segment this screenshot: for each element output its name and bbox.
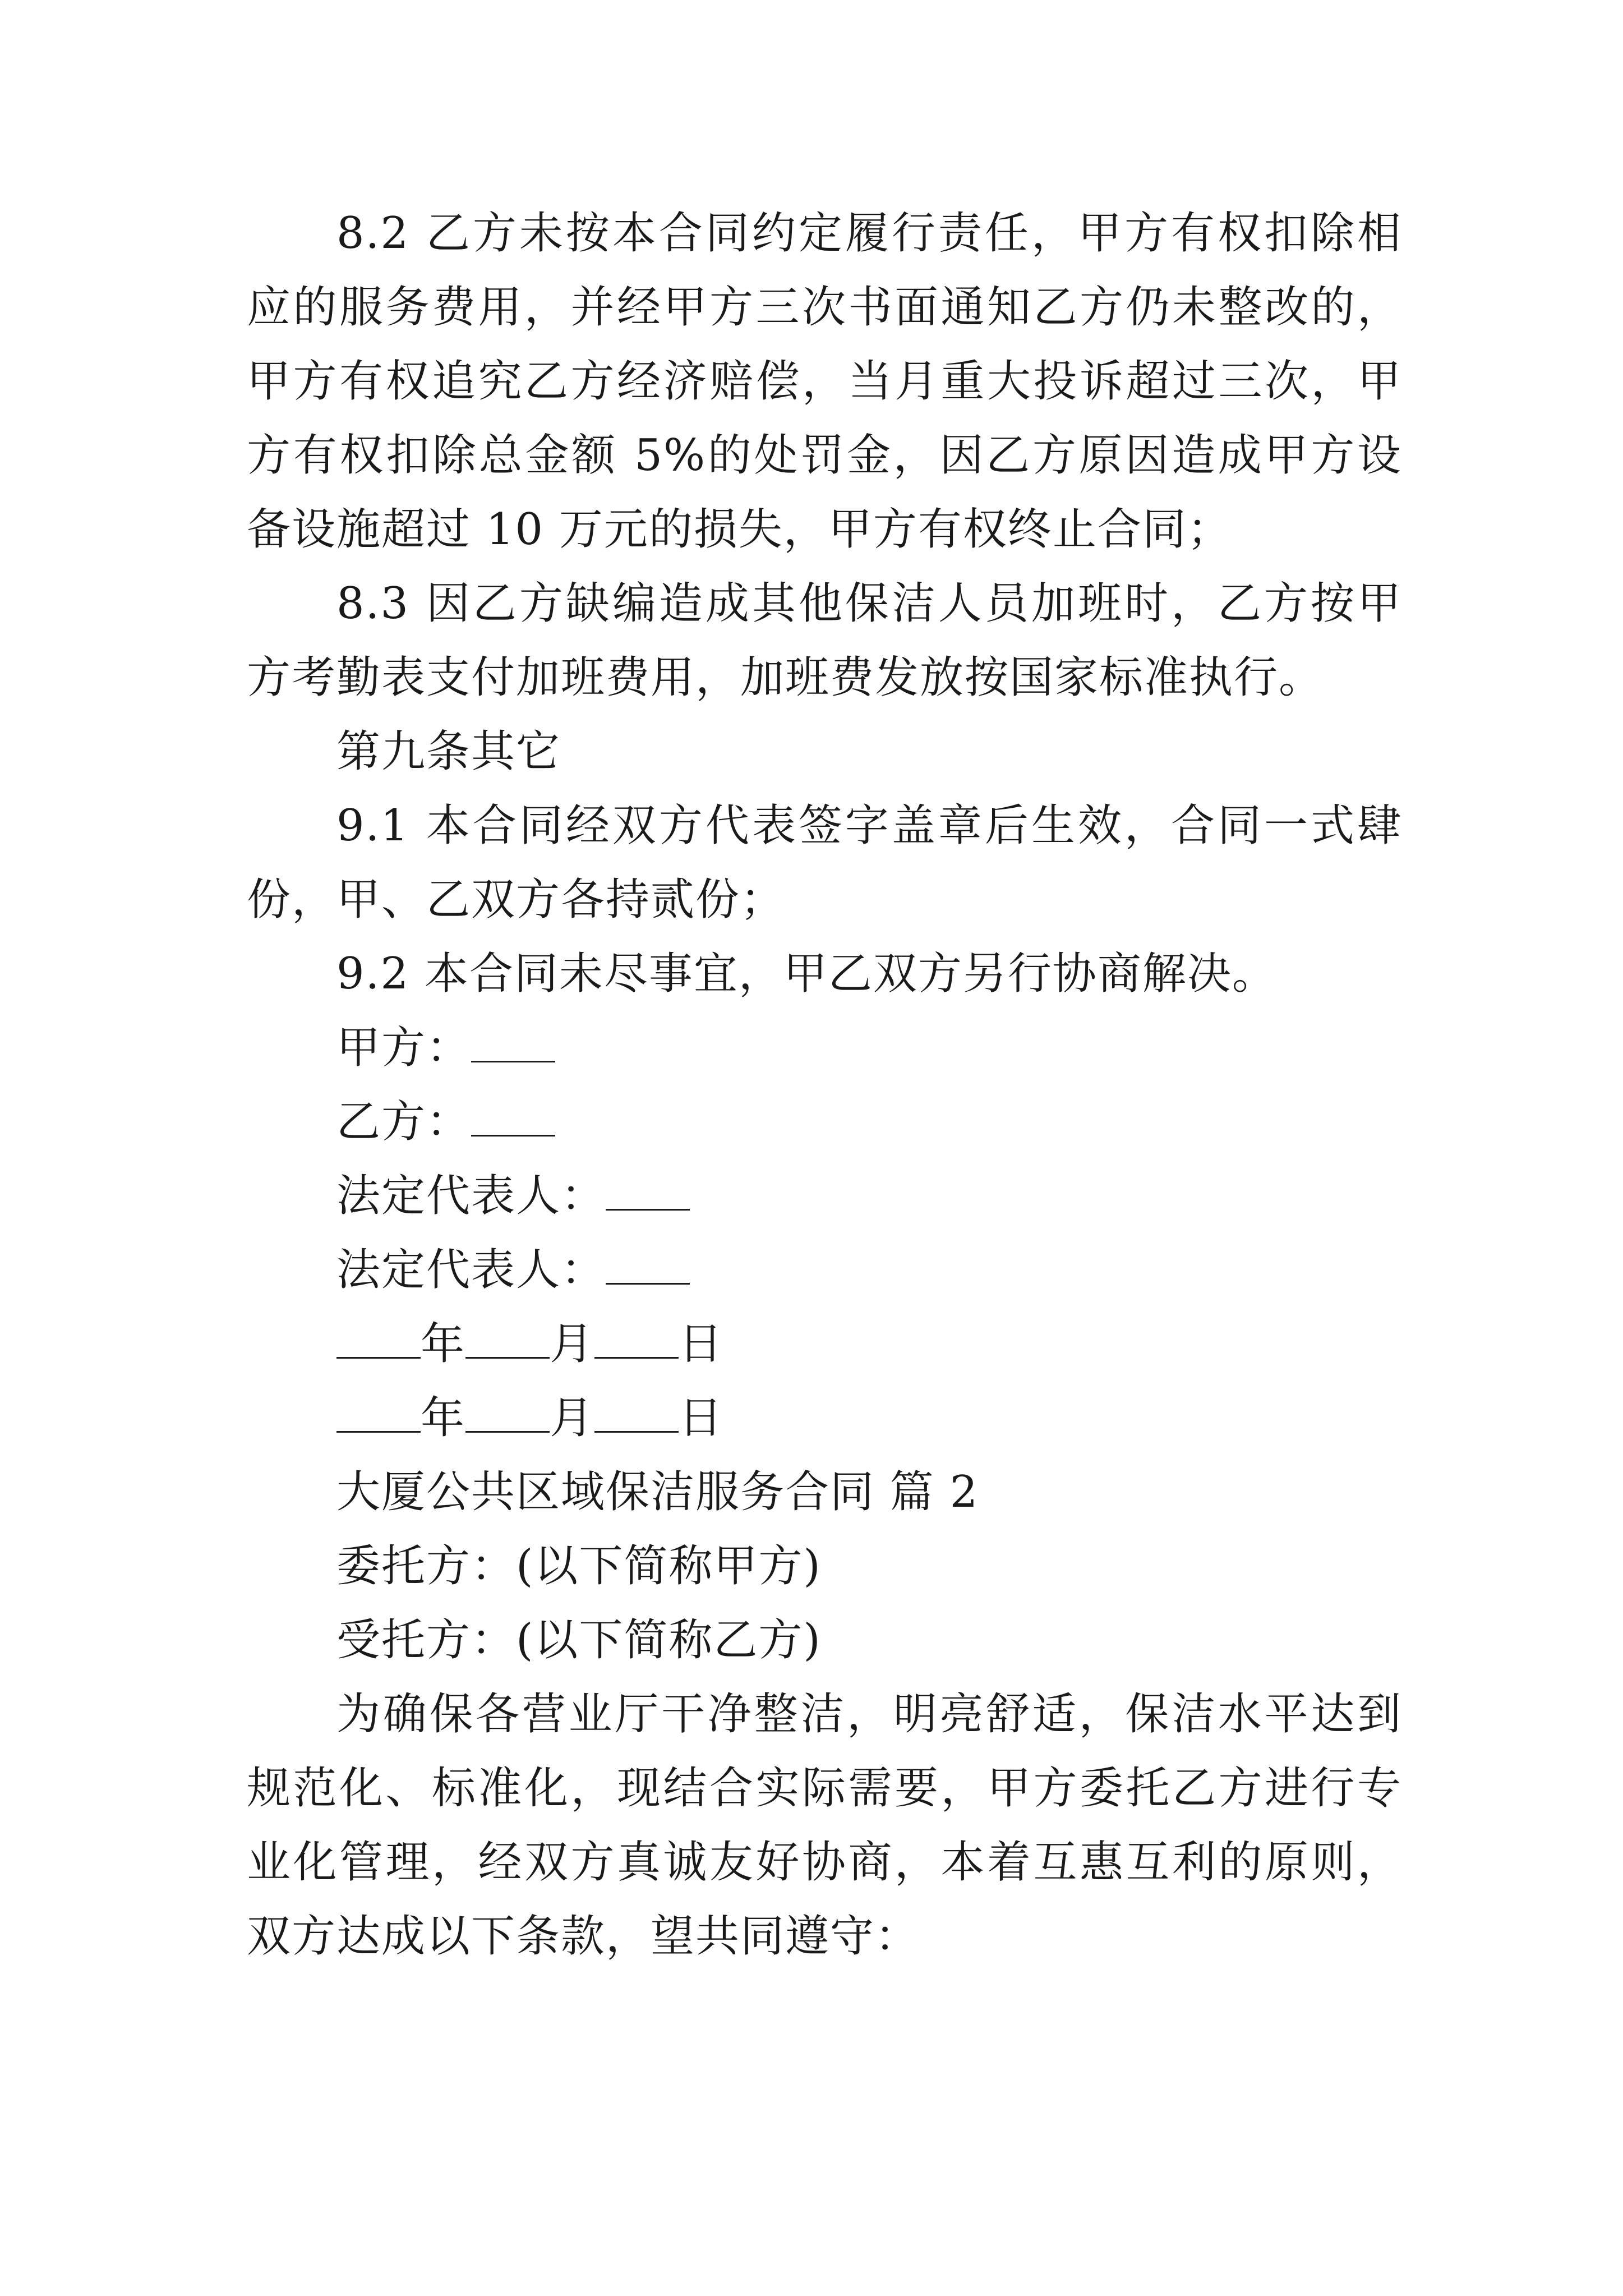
date-line-2 xyxy=(247,1381,1402,1455)
day-label: 日 xyxy=(679,1393,724,1443)
month-label: 月 xyxy=(550,1393,595,1443)
contract-2-title: 大厦公共区域保洁服务合同 篇 2 xyxy=(336,1467,979,1517)
party-b-signature-line xyxy=(247,1085,1402,1159)
year-label: 年 xyxy=(421,1319,466,1369)
client-party-line: 委托方：(以下简称甲方) xyxy=(336,1541,822,1591)
legal-rep-label-1: 法定代表人： xyxy=(336,1171,606,1221)
year-blank xyxy=(336,1392,421,1433)
clause-8-2: 8.2 乙方未按本合同约定履行责任，甲方有权扣除相应的服务费用，并经甲方三次书面通知乙方仍未整改的，甲方有权追究乙方经济赔偿，当月重大投诉超过三次，甲方有权扣除总金额 5%的处罚金，因乙方原因造成甲方设备设施超过 10 万元的损失，甲方有权终止合同； xyxy=(247,208,1402,555)
contractor-party-line: 受托方：(以下简称乙方) xyxy=(336,1615,822,1665)
party-b-blank xyxy=(471,1096,555,1137)
month-blank xyxy=(465,1392,550,1433)
clause-9-1: 9.1 本合同经双方代表签字盖章后生效，合同一式肆份，甲、乙双方各持贰份； xyxy=(247,800,1402,925)
year-label: 年 xyxy=(421,1393,466,1443)
legal-rep-blank-2 xyxy=(606,1244,690,1285)
document-body xyxy=(247,196,1402,1973)
day-label: 日 xyxy=(679,1319,724,1369)
day-blank xyxy=(594,1318,679,1359)
month-blank xyxy=(465,1318,550,1359)
legal-rep-label-2: 法定代表人： xyxy=(336,1245,606,1295)
party-a-signature-line xyxy=(247,1011,1402,1085)
party-a-blank xyxy=(471,1022,555,1062)
date-line-1 xyxy=(247,1307,1402,1381)
clause-9-2: 9.2 本合同未尽事宜，甲乙双方另行协商解决。 xyxy=(336,949,1277,999)
day-blank xyxy=(594,1392,679,1433)
party-b-label: 乙方： xyxy=(336,1097,472,1147)
month-label: 月 xyxy=(550,1319,595,1369)
legal-rep-blank-1 xyxy=(606,1170,690,1211)
contract-2-intro: 为确保各营业厅干净整洁，明亮舒适，保洁水平达到规范化、标准化，现结合实际需要，甲方委托乙方进行专业化管理，经双方真诚友好协商，本着互惠互利的原则，双方达成以下条款，望共同遵守： xyxy=(247,1689,1402,1962)
legal-rep-line-1 xyxy=(247,1159,1402,1233)
clause-8-3: 8.3 因乙方缺编造成其他保洁人员加班时，乙方按甲方考勤表支付加班费用，加班费发放按国家标准执行。 xyxy=(247,578,1402,703)
party-a-label: 甲方： xyxy=(336,1023,472,1073)
article-9-heading: 第九条其它 xyxy=(336,726,561,777)
year-blank xyxy=(336,1318,421,1359)
legal-rep-line-2 xyxy=(247,1233,1402,1307)
